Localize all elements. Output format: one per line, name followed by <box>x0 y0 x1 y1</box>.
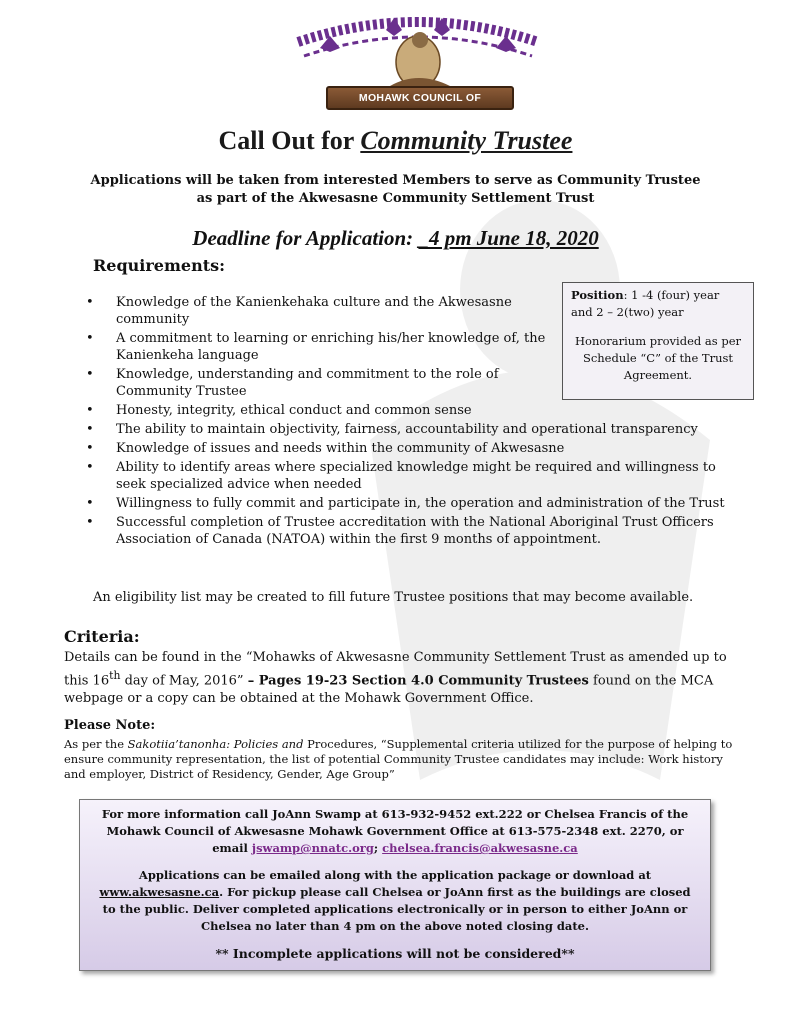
website-link[interactable]: www.akwesasne.ca <box>99 885 220 899</box>
list-item: • Willingness to fully commit and participate in, the operation and administration of the Trust <box>86 495 736 512</box>
note-text-a: As per the <box>64 737 128 751</box>
contact-info-text: For more information call JoAnn Swamp at 613-932-9452 ext.222 or Chelsea Francis of the Mohawk Council of Akwesasne Mohawk Government Office at 613-575-2348 ext. 2270, or email <box>101 807 689 855</box>
email-separator: ; <box>373 841 383 855</box>
application-text-b: . For pickup please call Chelsea or JoAnn first as the buildings are closed to the public. Deliver completed applications electronically or in person to either JoAnn or Chelsea no later than 4 pm on the above noted closing date. <box>102 885 691 933</box>
deadline-date: _4 pm June 18, 2020 <box>418 226 599 250</box>
deadline-label: Deadline for Application: <box>192 226 419 250</box>
email-link-joann[interactable]: jswamp@nnatc.org <box>251 841 374 855</box>
criteria-heading: Criteria: <box>64 627 140 646</box>
list-item: • Successful completion of Trustee accreditation with the National Aboriginal Trust Officers Association of Canada (NATOA) within the first 9 months of appointment. <box>86 514 736 548</box>
application-text-a: Applications can be emailed along with the application package or download at <box>138 868 652 882</box>
eligibility-note: An eligibility list may be created to fill future Trustee positions that may become available. <box>93 590 694 605</box>
position-label: Position <box>571 288 624 302</box>
criteria-text-b: day of May, 2016” <box>120 673 248 689</box>
position-text-2: and 2 – 2(two) year <box>571 305 684 319</box>
criteria-text-c: found on the MCA webpage or a copy can be obtained at the Mohawk Government Office. <box>64 673 714 707</box>
title-prefix: Call Out for <box>218 126 361 155</box>
mca-logo <box>290 12 546 124</box>
logo-banner: MOHAWK COUNCIL OF AKWESASNE <box>326 86 514 110</box>
criteria-bold: – Pages 19-23 Section 4.0 Community Trustees <box>247 673 589 689</box>
list-item: • Knowledge, understanding and commitment to the role of Community Trustee <box>86 366 556 400</box>
note-text-b: Procedures, “Supplemental criteria utilized for the purpose of helping to ensure community representation, the list of potential Community Trustee candidates may include: Work history and employer, District of Residency, Gender, Age Group” <box>64 737 733 781</box>
position-text-1: : 1 -4 (four) year <box>623 288 720 302</box>
logo-emblem-icon <box>290 12 546 92</box>
list-item: • The ability to maintain objectivity, fairness, accountability and operational transparency <box>86 421 736 438</box>
contact-info <box>92 806 698 857</box>
deadline <box>0 226 791 251</box>
criteria-text <box>64 649 740 708</box>
intro-line-2: as part of the Akwesasne Community Settlement Trust <box>196 191 595 206</box>
page-title <box>0 126 791 156</box>
note-heading: Please Note: <box>64 718 156 733</box>
requirements-heading: Requirements: <box>93 256 226 275</box>
list-item: • A commitment to learning or enriching his/her knowledge of, the Kanienkeha language <box>86 330 556 364</box>
list-item: • Knowledge of issues and needs within the community of Akwesasne <box>86 440 736 457</box>
title-emphasis: Community Trustee <box>360 126 573 155</box>
note-text <box>64 737 740 782</box>
incomplete-warning: ** Incomplete applications will not be considered** <box>215 946 575 961</box>
note-italic: Sakotiia’tanonha: Policies and <box>127 737 304 751</box>
list-item: • Ability to identify areas where specialized knowledge might be required and willingness to seek specialized advice when needed <box>86 459 736 493</box>
requirements-list <box>86 294 736 550</box>
criteria-sup: th <box>109 669 121 682</box>
list-item: • Knowledge of the Kanienkehaka culture and the Akwesasne community <box>86 294 556 328</box>
intro-line-1: Applications will be taken from interested Members to serve as Community Trustee <box>90 173 701 188</box>
application-info <box>92 867 698 935</box>
criteria-text-a: Details can be found in the “Mohawks of Akwesasne Community Settlement Trust as amended up to this 16 <box>64 650 727 689</box>
contact-box <box>79 799 711 971</box>
honorarium-text: Honorarium provided as per Schedule “C” of the Trust Agreement. <box>575 334 741 382</box>
email-link-chelsea[interactable]: chelsea.francis@akwesasne.ca <box>382 841 578 855</box>
intro-text <box>40 172 751 208</box>
list-item: • Honesty, integrity, ethical conduct and common sense <box>86 402 736 419</box>
